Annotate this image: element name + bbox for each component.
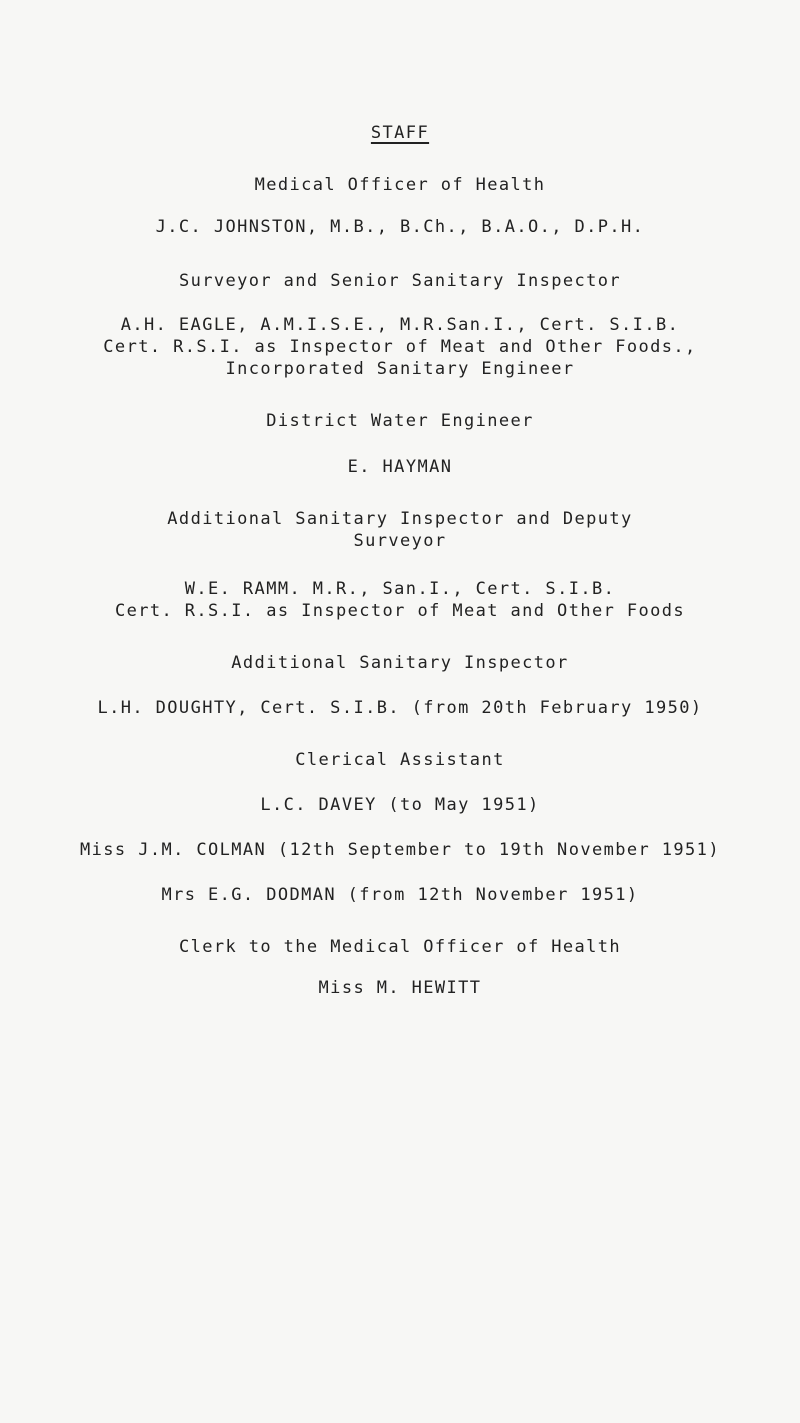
staff-qualifications-eagle-2: Incorporated Sanitary Engineer [225, 359, 575, 379]
role-heading-deputy-surveyor-2: Surveyor [353, 531, 447, 551]
staff-name-hayman: E. HAYMAN [347, 457, 453, 477]
role-heading-surveyor: Surveyor and Senior Sanitary Inspector [178, 271, 622, 291]
staff-name-hewitt: Miss M. HEWITT [318, 978, 482, 998]
role-heading-additional-inspector: Additional Sanitary Inspector [231, 653, 569, 673]
staff-name-davey: L.C. DAVEY (to May 1951) [260, 795, 540, 815]
staff-qualifications-eagle: Cert. R.S.I. as Inspector of Meat and Other Foods., [103, 337, 697, 357]
role-heading-deputy-surveyor: Additional Sanitary Inspector and Deputy [167, 509, 633, 529]
staff-name-johnston: J.C. JOHNSTON, M.B., B.Ch., B.A.O., D.P.H. [155, 217, 645, 237]
staff-name-doughty: L.H. DOUGHTY, Cert. S.I.B. (from 20th February 1950) [97, 698, 703, 718]
role-heading-clerk: Clerk to the Medical Officer of Health [178, 937, 622, 957]
staff-name-eagle: A.H. EAGLE, A.M.I.S.E., M.R.San.I., Cert. S.I.B. [120, 315, 680, 335]
staff-name-colman: Miss J.M. COLMAN (12th September to 19th November 1951) [80, 840, 720, 860]
staff-qualifications-ramm: Cert. R.S.I. as Inspector of Meat and Other Foods [114, 601, 686, 621]
role-heading-water-engineer: District Water Engineer [266, 411, 534, 431]
role-heading-medical-officer: Medical Officer of Health [254, 175, 546, 195]
page-title: STAFF [370, 123, 430, 143]
role-heading-clerical-assistant: Clerical Assistant [295, 750, 505, 770]
staff-name-dodman: Mrs E.G. DODMAN (from 12th November 1951) [161, 885, 639, 905]
staff-name-ramm: W.E. RAMM. M.R., San.I., Cert. S.I.B. [184, 579, 616, 599]
